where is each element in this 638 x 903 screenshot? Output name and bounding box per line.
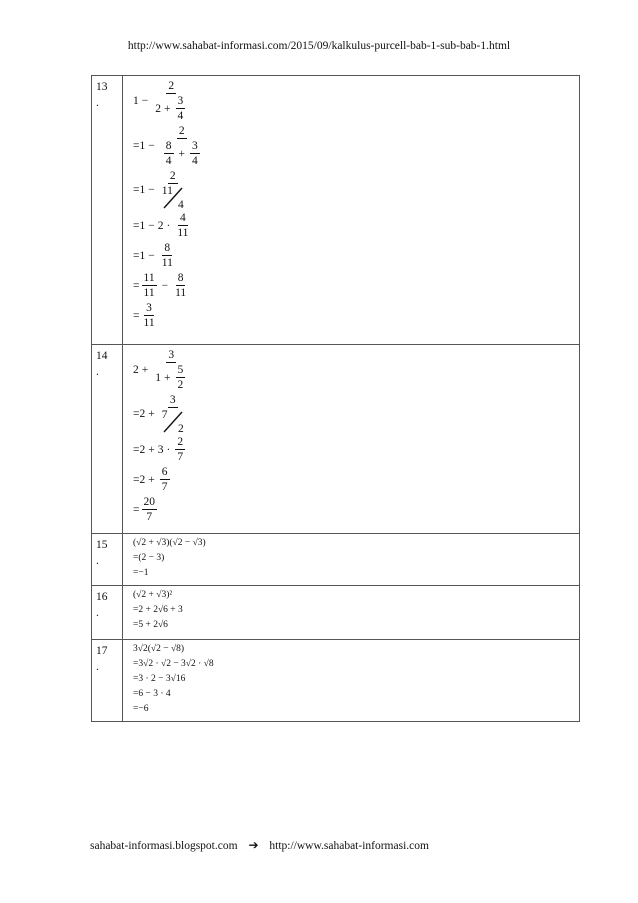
step: =2 + 3 · $\frac{2}{7}$	[133, 436, 184, 463]
solution-cell	[123, 586, 580, 640]
step: =2 + 2√6 + 3	[133, 605, 183, 615]
footer-blog-link[interactable]: sahabat-informasi.blogspot.com	[90, 840, 238, 852]
step: =1 − 2 $\frac{8}{4}$ + $\frac{3}{4}$	[133, 125, 198, 167]
step: 3√2(√2 − √8)	[133, 644, 185, 654]
step: =2 + 3 7 2	[133, 394, 184, 435]
solution-cell	[123, 345, 580, 534]
solutions-table	[91, 75, 580, 722]
page-footer	[90, 838, 429, 852]
problem-number: 13 .	[92, 76, 123, 345]
step: =2 + $\frac{6}{7}$	[133, 466, 168, 493]
solution-cell	[123, 640, 580, 722]
step: =−1	[133, 568, 149, 578]
table-row	[92, 76, 580, 345]
step: =1 − $\frac{8}{11}$	[133, 242, 173, 269]
table-row	[92, 345, 580, 534]
solution-cell	[123, 76, 580, 345]
table-row	[92, 640, 580, 722]
step: =3 · 2 − 3√16	[133, 674, 186, 684]
page-header-url: http://www.sahabat-informasi.com/2015/09/kalkulus-purcell-bab-1-sub-bab-1.html	[127, 40, 511, 52]
step: 2 + 3 1 + $\frac{5}{2}$	[133, 349, 184, 391]
solution-cell	[123, 534, 580, 586]
step: =1 − 2 11 4	[133, 170, 184, 211]
step: =6 − 3 · 4	[133, 689, 171, 699]
step: (√2 + √3)²	[133, 590, 173, 600]
problem-number: 14 .	[92, 345, 123, 534]
step: =1 − 2 · $\frac{4}{11}$	[133, 212, 189, 239]
table-row	[92, 534, 580, 586]
problem-number: 16 .	[92, 586, 123, 640]
step: = $\frac{20}{7}$	[133, 496, 155, 523]
arrow-right-icon: ➔	[248, 838, 259, 852]
step: = $\frac{11}{11}$ − $\frac{8}{11}$	[133, 272, 187, 299]
step: =3√2 · √2 − 3√2 · √8	[133, 659, 214, 669]
problem-number: 15 .	[92, 534, 123, 586]
step: = $\frac{3}{11}$	[133, 302, 155, 329]
table-row	[92, 586, 580, 640]
problem-number: 17 .	[92, 640, 123, 722]
step: =−6	[133, 704, 149, 714]
step: =5 + 2√6	[133, 620, 168, 630]
step: =(2 − 3)	[133, 553, 165, 563]
step: 1 − 2 2 + $\frac{3}{4}$	[133, 80, 184, 122]
footer-site-link[interactable]: http://www.sahabat-informasi.com	[269, 840, 429, 852]
step: (√2 + √3)(√2 − √3)	[133, 538, 206, 548]
